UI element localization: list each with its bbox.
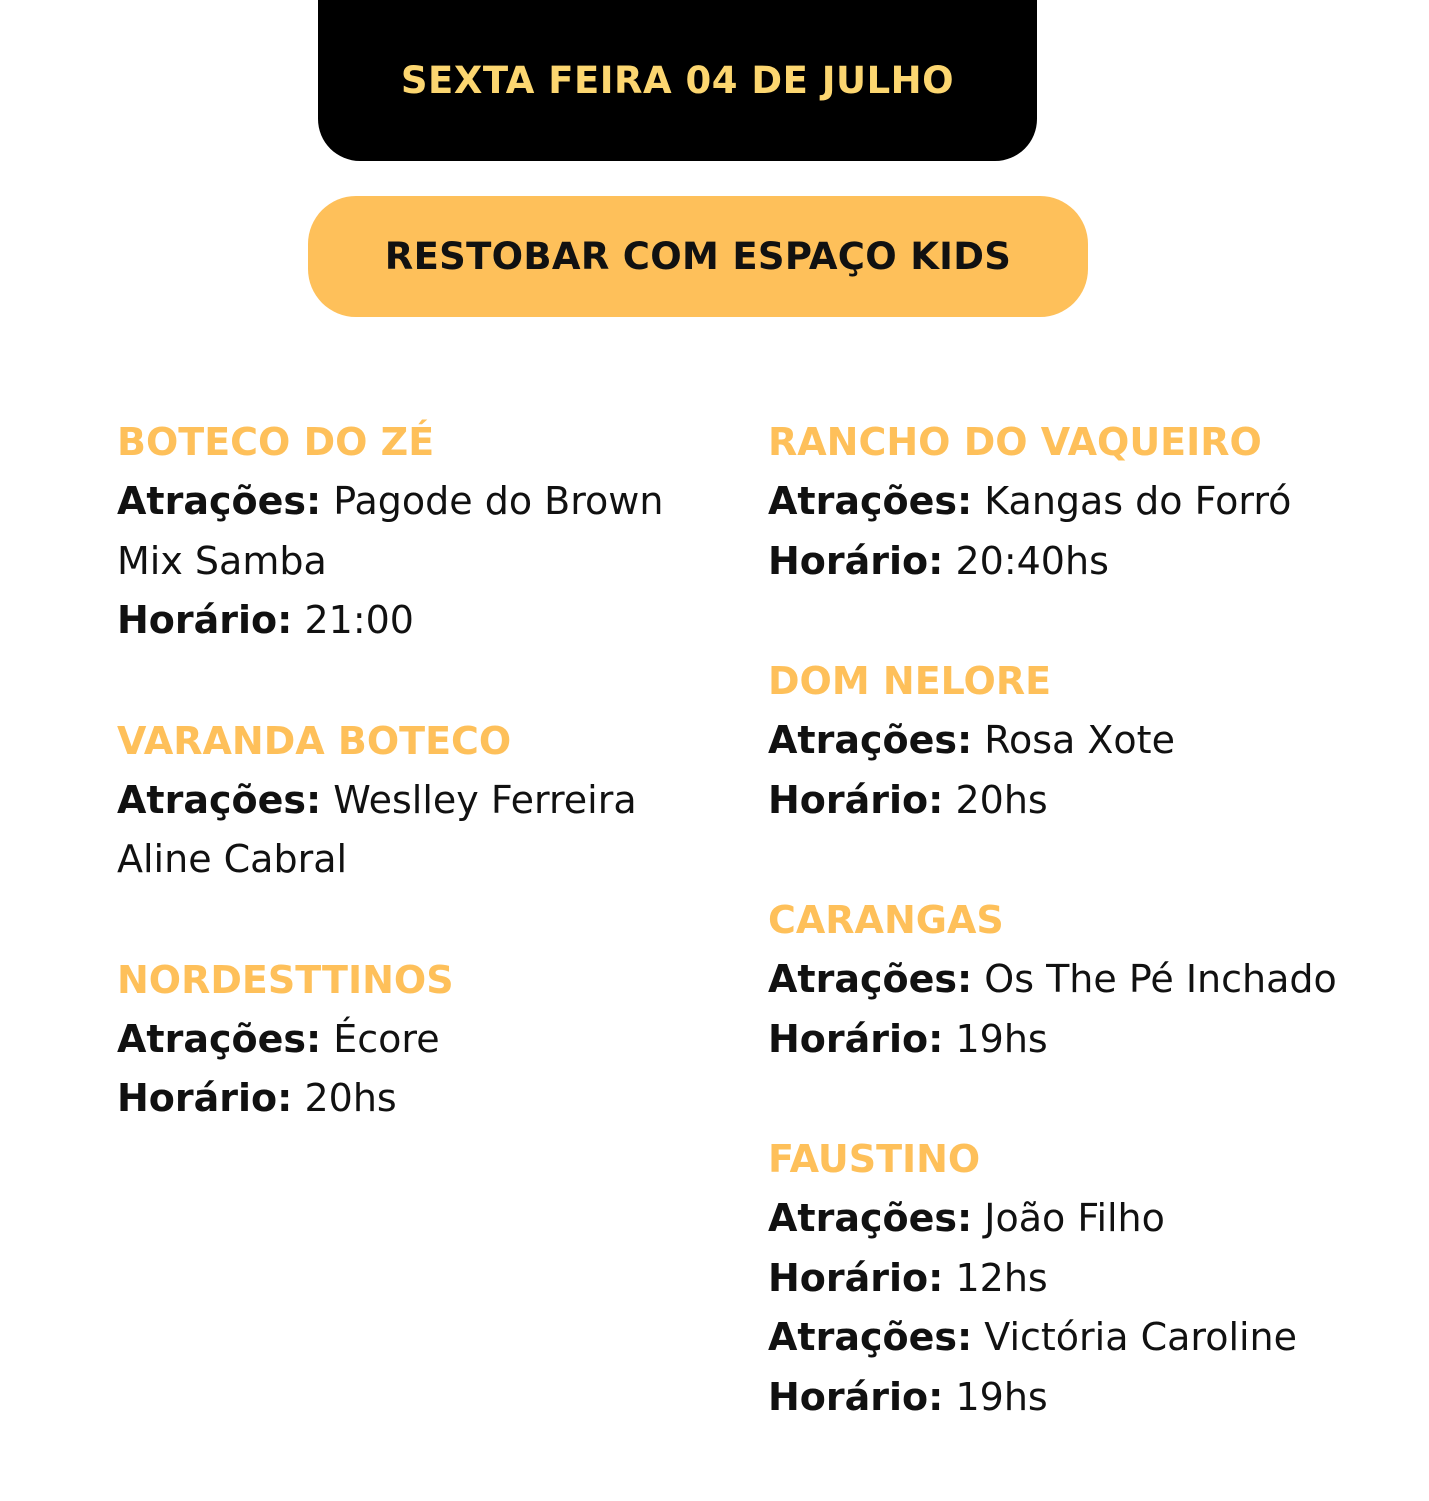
- schedule-value: 20:40hs: [955, 538, 1109, 583]
- schedule-line: [117, 591, 737, 651]
- attractions-extra: Mix Samba: [117, 538, 327, 583]
- attractions-line: [768, 950, 1408, 1010]
- attractions-line: [768, 472, 1408, 532]
- schedule-value: 12hs: [955, 1255, 1048, 1300]
- schedule-line: [117, 1069, 737, 1129]
- schedule-line: [768, 1010, 1408, 1070]
- venue-name: BOTECO DO ZÉ: [117, 420, 435, 464]
- venue-name: DOM NELORE: [768, 659, 1052, 703]
- attractions-label: Atrações:: [117, 1016, 322, 1061]
- attractions-value: Weslley Ferreira: [333, 777, 637, 822]
- venue-name: FAUSTINO: [768, 1137, 981, 1181]
- schedule-line: [768, 1249, 1408, 1309]
- left-column: [117, 412, 737, 1189]
- attractions-extra: Aline Cabral: [117, 837, 348, 881]
- schedule-line: [768, 1368, 1408, 1428]
- schedule-line: [768, 771, 1408, 831]
- schedule-label: Horário:: [768, 538, 944, 583]
- venue-name: CARANGAS: [768, 898, 1004, 942]
- attractions-value: Os The Pé Inchado: [984, 957, 1337, 1001]
- attractions-value: Écore: [333, 1016, 440, 1061]
- venue-nordesttinos: [117, 950, 737, 1129]
- venue-faustino: [768, 1129, 1408, 1427]
- venue-name: RANCHO DO VAQUEIRO: [768, 420, 1262, 464]
- attractions-line: [768, 1308, 1408, 1368]
- attractions-line: [768, 1189, 1408, 1249]
- schedule-label: Horário:: [768, 1016, 944, 1061]
- attractions-label: Atrações:: [768, 479, 973, 523]
- schedule-label: Horário:: [768, 777, 944, 822]
- venue-varanda-boteco: [117, 711, 737, 890]
- venue-type-pill: [308, 196, 1088, 317]
- date-title: SEXTA FEIRA 04 DE JULHO: [400, 59, 955, 102]
- schedule-line: [768, 532, 1408, 592]
- attractions-label: Atrações:: [768, 1196, 973, 1240]
- venue-type-label: RESTOBAR COM ESPAÇO KIDS: [384, 235, 1012, 278]
- attractions-value: Rosa Xote: [984, 718, 1175, 762]
- attractions-line: [768, 711, 1408, 771]
- attractions-value: Victória Caroline: [984, 1315, 1298, 1359]
- attractions-value: Kangas do Forró: [984, 479, 1292, 523]
- venue-rancho-do-vaqueiro: [768, 412, 1408, 591]
- schedule-value: 19hs: [955, 1374, 1048, 1419]
- attractions-label: Atrações:: [117, 479, 322, 523]
- attractions-label: Atrações:: [768, 957, 973, 1001]
- attractions-value: Pagode do Brown: [333, 479, 664, 523]
- venue-name: VARANDA BOTECO: [117, 718, 512, 763]
- attractions-value: João Filho: [984, 1196, 1165, 1240]
- schedule-label: Horário:: [117, 598, 293, 642]
- schedule-label: Horário:: [768, 1374, 944, 1419]
- venue-carangas: [768, 890, 1408, 1069]
- attractions-label: Atrações:: [117, 777, 322, 822]
- date-banner: [318, 0, 1037, 161]
- schedule-value: 20hs: [304, 1076, 397, 1120]
- venue-name: NORDESTTINOS: [117, 957, 454, 1002]
- schedule-label: Horário:: [768, 1255, 944, 1300]
- schedule-value: 20hs: [955, 777, 1048, 822]
- attractions-label: Atrações:: [768, 1315, 973, 1359]
- attractions-line: [117, 472, 737, 532]
- attractions-line: [117, 1010, 737, 1070]
- attractions-label: Atrações:: [768, 718, 973, 762]
- right-column: [768, 412, 1408, 1487]
- schedule-label: Horário:: [117, 1076, 293, 1120]
- schedule-value: 19hs: [955, 1016, 1048, 1061]
- schedule-value: 21:00: [304, 598, 414, 642]
- venue-dom-nelore: [768, 651, 1408, 830]
- attractions-line: [117, 771, 737, 831]
- venue-boteco-do-ze: [117, 412, 737, 651]
